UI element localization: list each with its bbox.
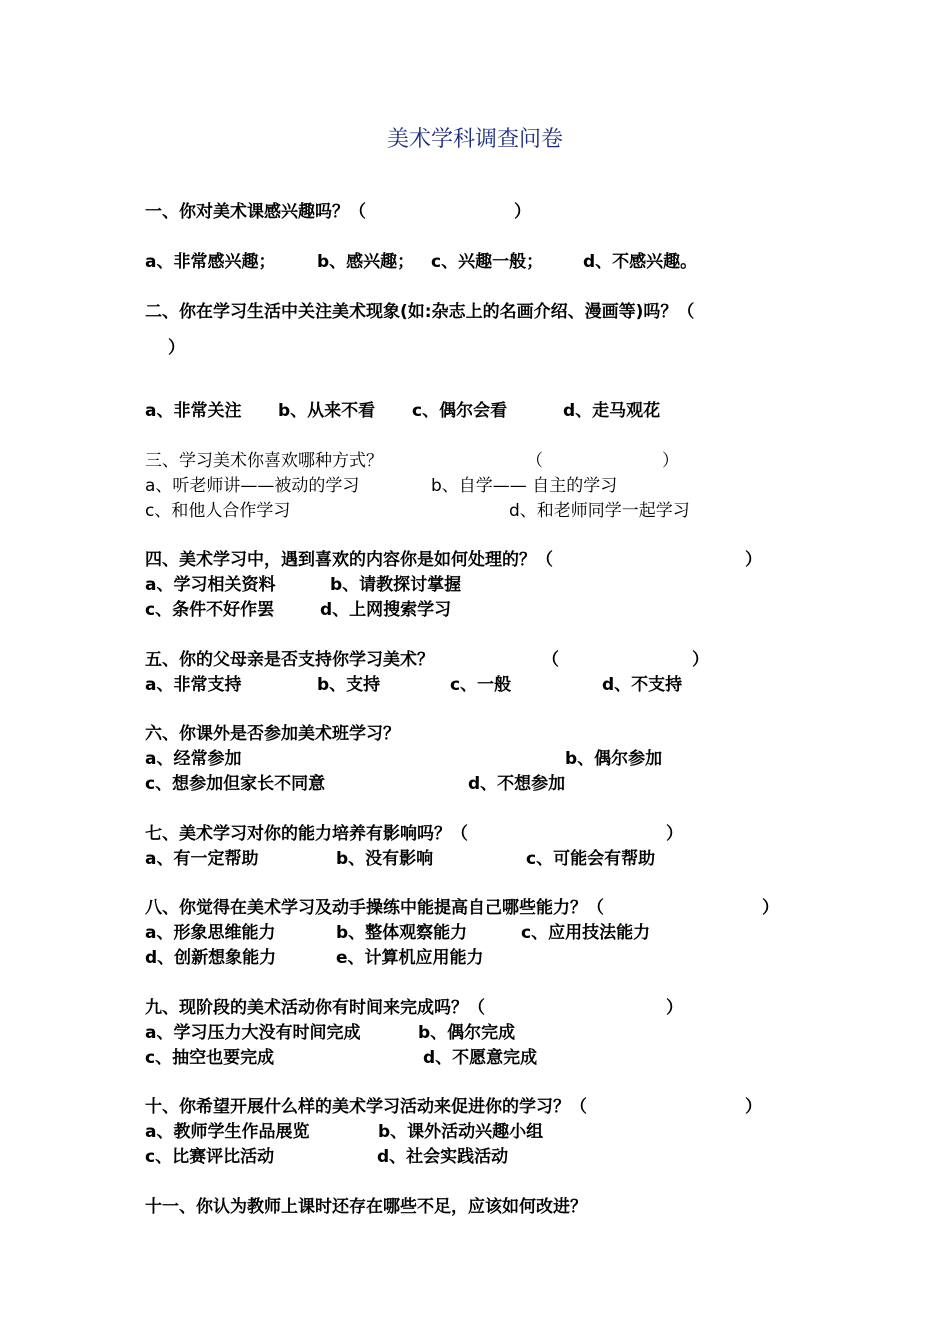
- question-5: [145, 648, 434, 672]
- q4-option-c: c、条件不好作罢: [145, 600, 275, 620]
- question-3-text: 三、学习美术你喜欢哪种方式？: [145, 451, 383, 471]
- q9-option-d: d、不愿意完成: [423, 1048, 538, 1068]
- q6-option-a: a、经常参加: [145, 749, 242, 769]
- question-5-open: （: [542, 650, 559, 670]
- q9-option-c: c、抽空也要完成: [145, 1048, 275, 1068]
- q8-option-a: a、形象思维能力: [145, 923, 276, 943]
- question-9: [145, 996, 485, 1020]
- question-3-open: （: [526, 451, 543, 471]
- question-2-text: 二、你在学习生活中关注美术现象(如:杂志上的名画介绍、漫画等)吗？（: [145, 302, 695, 322]
- q3-option-a: a、听老师讲——被动的学习: [145, 476, 360, 496]
- q7-option-b: b、没有影响: [336, 849, 434, 869]
- question-4-close: ）: [745, 550, 762, 570]
- q8-option-e: e、计算机应用能力: [336, 948, 484, 968]
- q4-option-b: b、请教探讨掌握: [330, 575, 462, 595]
- q1-option-d: d、不感兴趣。: [583, 252, 698, 272]
- q8-option-d: d、创新想象能力: [145, 948, 277, 968]
- question-8-text: 八、你觉得在美术学习及动手操练中能提高自己哪些能力？（: [145, 898, 604, 918]
- page-title: 美术学科调查问卷: [386, 127, 563, 152]
- question-7-text: 七、美术学习对你的能力培养有影响吗？（: [145, 824, 468, 844]
- q9-option-b: b、偶尔完成: [418, 1023, 516, 1043]
- q10-option-a: a、教师学生作品展览: [145, 1122, 310, 1142]
- q1-option-b: b、感兴趣；: [317, 252, 415, 272]
- q8-option-b: b、整体观察能力: [336, 923, 468, 943]
- q2-option-c: c、偶尔会看: [412, 401, 508, 421]
- q1-option-c: c、兴趣一般；: [431, 252, 544, 272]
- q2-option-a: a、非常关注: [145, 401, 242, 421]
- question-5-text: 五、你的父母亲是否支持你学习美术？: [145, 650, 434, 670]
- q3-option-c: c、和他人合作学习: [145, 501, 291, 521]
- question-8: [145, 896, 604, 920]
- question-9-text: 九、现阶段的美术活动你有时间来完成吗？（: [145, 998, 485, 1018]
- q4-option-a: a、学习相关资料: [145, 575, 276, 595]
- question-5-close: ）: [692, 650, 709, 670]
- question-10-text: 十、你希望开展什么样的美术学习活动来促进你的学习？（: [145, 1097, 587, 1117]
- q9-option-a: a、学习压力大没有时间完成: [145, 1023, 361, 1043]
- q10-option-b: b、课外活动兴趣小组: [378, 1122, 544, 1142]
- question-7-close: ）: [666, 824, 683, 844]
- q1-option-a: a、非常感兴趣；: [145, 252, 276, 272]
- question-10: [145, 1095, 587, 1119]
- question-2: [145, 300, 694, 324]
- q3-option-d: d、和老师同学一起学习: [509, 501, 690, 521]
- q3-option-b: b、自学—— 自主的学习: [431, 476, 618, 496]
- q7-option-c: c、可能会有帮助: [526, 849, 656, 869]
- question-1-close: ）: [514, 202, 531, 222]
- q10-option-d: d、社会实践活动: [377, 1147, 509, 1167]
- question-1: [145, 200, 366, 224]
- question-11: [145, 1195, 587, 1219]
- question-9-close: ）: [666, 998, 683, 1018]
- q7-option-a: a、有一定帮助: [145, 849, 259, 869]
- q4-option-d: d、上网搜索学习: [320, 600, 452, 620]
- question-10-close: ）: [745, 1097, 762, 1117]
- question-3: [145, 449, 383, 473]
- question-6-text: 六、你课外是否参加美术班学习？: [145, 724, 400, 744]
- q2-option-d: d、走马观花: [563, 401, 661, 421]
- q5-option-b: b、支持: [317, 675, 381, 695]
- question-3-close: ）: [662, 451, 679, 471]
- q5-option-c: c、一般: [450, 675, 512, 695]
- question-8-close: ）: [762, 898, 779, 918]
- q6-option-d: d、不想参加: [468, 774, 566, 794]
- question-7: [145, 822, 468, 846]
- question-4-text: 四、美术学习中，遇到喜欢的内容你是如何处理的？（: [145, 550, 553, 570]
- q5-option-a: a、非常支持: [145, 675, 242, 695]
- q6-option-b: b、偶尔参加: [565, 749, 663, 769]
- q6-option-c: c、想参加但家长不同意: [145, 774, 326, 794]
- q8-option-c: c、应用技法能力: [521, 923, 651, 943]
- question-4: [145, 548, 553, 572]
- question-11-text: 十一、你认为教师上课时还存在哪些不足，应该如何改进？: [145, 1197, 587, 1217]
- question-2-close: ）: [168, 338, 185, 358]
- q10-option-c: c、比赛评比活动: [145, 1147, 275, 1167]
- question-6: [145, 722, 400, 746]
- q5-option-d: d、不支持: [602, 675, 683, 695]
- question-1-text: 一、你对美术课感兴趣吗？（: [145, 202, 366, 222]
- q2-option-b: b、从来不看: [278, 401, 376, 421]
